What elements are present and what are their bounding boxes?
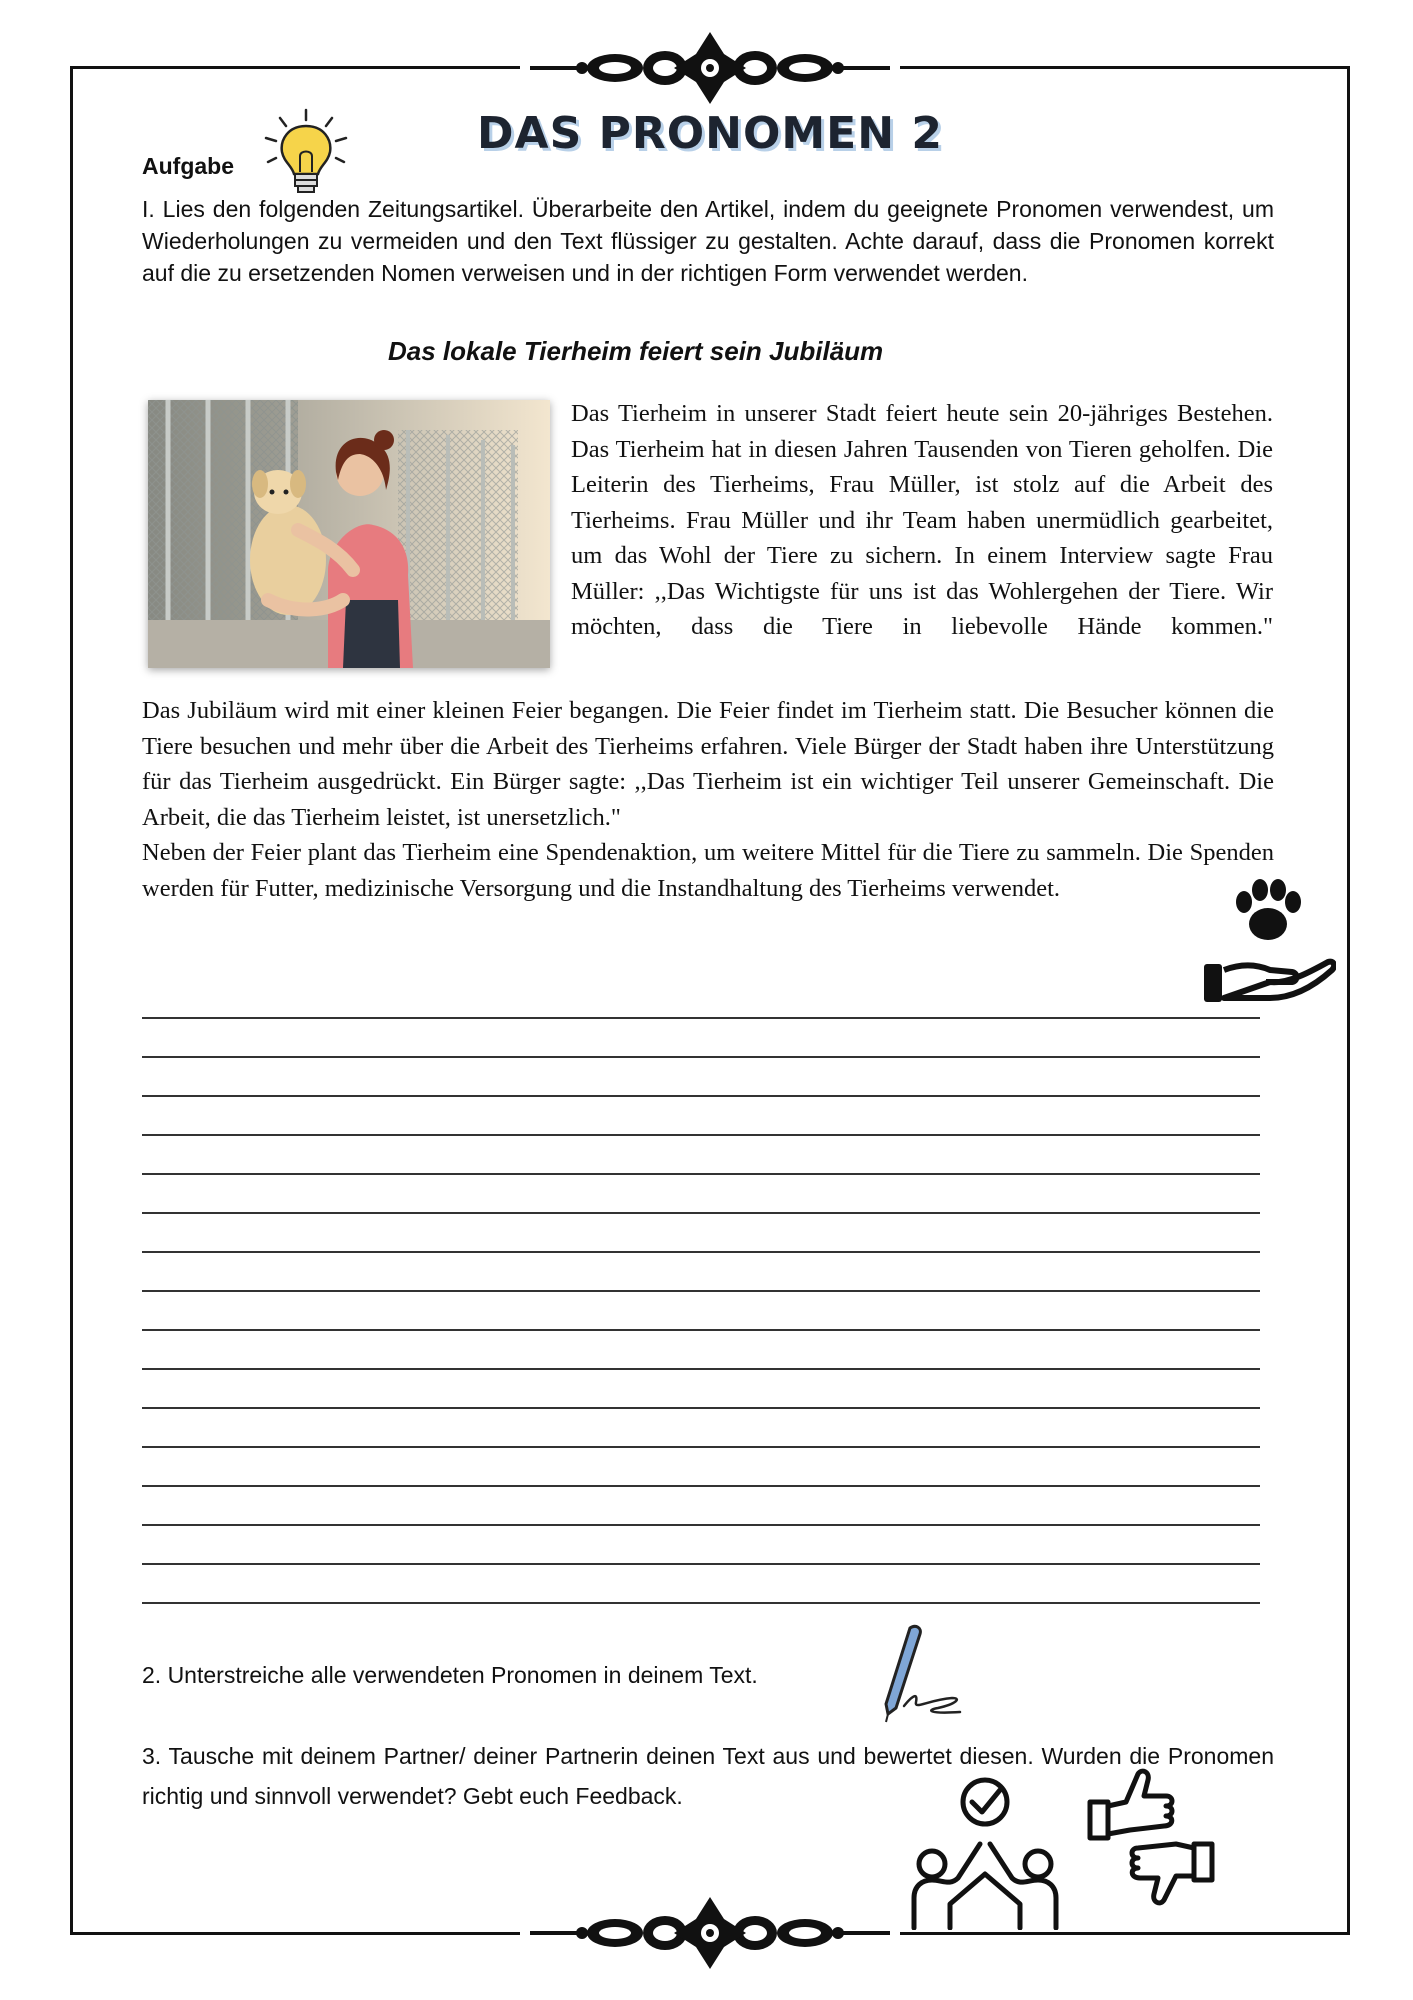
article-title: Das lokale Tierheim feiert sein Jubiläum <box>388 336 884 366</box>
article-paragraph-2: Das Jubiläum wird mit einer kleinen Feier begangen. Die Feier findet im Tierheim statt. Die Besucher können die Tiere besuchen und mehr über die Arbeit des Tierheims erfahren. Viele Bürger der Stadt haben ihre Unterstützung für das Tierheim ausgedrückt. Ein Bürger sagte: ,,Das Tierheim ist ein wichtiger Teil unserer Gemeinschaft. Die Arbeit, die das Tierheim leistet, ist unersetzlich." <box>142 697 1274 831</box>
writing-line[interactable] <box>142 1565 1260 1604</box>
writing-line[interactable] <box>142 1526 1260 1565</box>
writing-line[interactable] <box>142 1487 1260 1526</box>
writing-line[interactable] <box>142 1331 1260 1370</box>
writing-line[interactable] <box>142 1019 1260 1058</box>
writing-line[interactable] <box>142 1409 1260 1448</box>
article-paragraph-1: Das Tierheim in unserer Stadt feiert heute sein 20-jähriges Bestehen. Das Tierheim hat in diesen Jahren Tausenden von Tieren geholfen. Die Leiterin des Tierheims, Frau Müller, ist stolz auf die Arbeit des Tierheims. Frau Müller und ihr Team haben unermüdlich gearbeitet, um das Wohl der Tiere zu sichern. In einem Interview sagte Frau Müller: ,,Das Wichtigste für uns ist das Wohlergehen der Tiere. Wir möchten, dass die Tiere in liebevolle Hände kommen." <box>571 400 1273 640</box>
writing-line[interactable] <box>142 1136 1260 1175</box>
instruction-2: 2. Unterstreiche alle verwendeten Pronomen in deinem Text. <box>142 1662 758 1688</box>
thumbs-up-down-icon <box>1086 1766 1216 1916</box>
writing-area[interactable] <box>142 980 1260 1604</box>
writing-line[interactable] <box>142 1175 1260 1214</box>
lightbulb-icon <box>258 106 354 202</box>
task-label: Aufgabe <box>142 153 234 179</box>
writing-line[interactable] <box>142 980 1260 1019</box>
frame-left-border <box>70 66 73 1935</box>
writing-line[interactable] <box>142 1448 1260 1487</box>
writing-line[interactable] <box>142 1370 1260 1409</box>
writing-line[interactable] <box>142 1214 1260 1253</box>
teamwork-check-icon <box>910 1774 1060 1930</box>
page-title: DAS PRONOMEN 2 <box>477 108 943 159</box>
ornament-bottom-icon <box>520 1893 900 1973</box>
frame-right-border <box>1347 66 1350 1935</box>
writing-line[interactable] <box>142 1253 1260 1292</box>
article-photo <box>148 400 550 668</box>
pen-signature-icon <box>866 1622 966 1726</box>
article-paragraph-3: Neben der Feier plant das Tierheim eine Spendenaktion, um weitere Mittel für die Tiere zu sammeln. Die Spenden werden für Futter, medizinische Versorgung und die Instandhaltung des Tierheims verwendet. <box>142 839 1274 902</box>
instruction-1: I. Lies den folgenden Zeitungsartikel. Überarbeite den Artikel, indem du geeignete Pronomen verwendest, um Wiederholungen zu vermeiden und den Text flüssiger zu gestalten. Achte darauf, dass die Pronomen korrekt auf die zu ersetzenden Nomen verweisen und in der richtigen Form verwendet werden. <box>142 196 1274 286</box>
paw-in-hand-icon <box>1200 872 1336 1008</box>
instruction-3: 3. Tausche mit deinem Partner/ deiner Partnerin deinen Text aus und bewertet diesen. Wurden die Pronomen richtig und sinnvoll verwendet? Gebt euch Feedback. <box>142 1743 1274 1809</box>
writing-line[interactable] <box>142 1097 1260 1136</box>
writing-line[interactable] <box>142 1292 1260 1331</box>
ornament-top-icon <box>520 28 900 108</box>
writing-line[interactable] <box>142 1058 1260 1097</box>
